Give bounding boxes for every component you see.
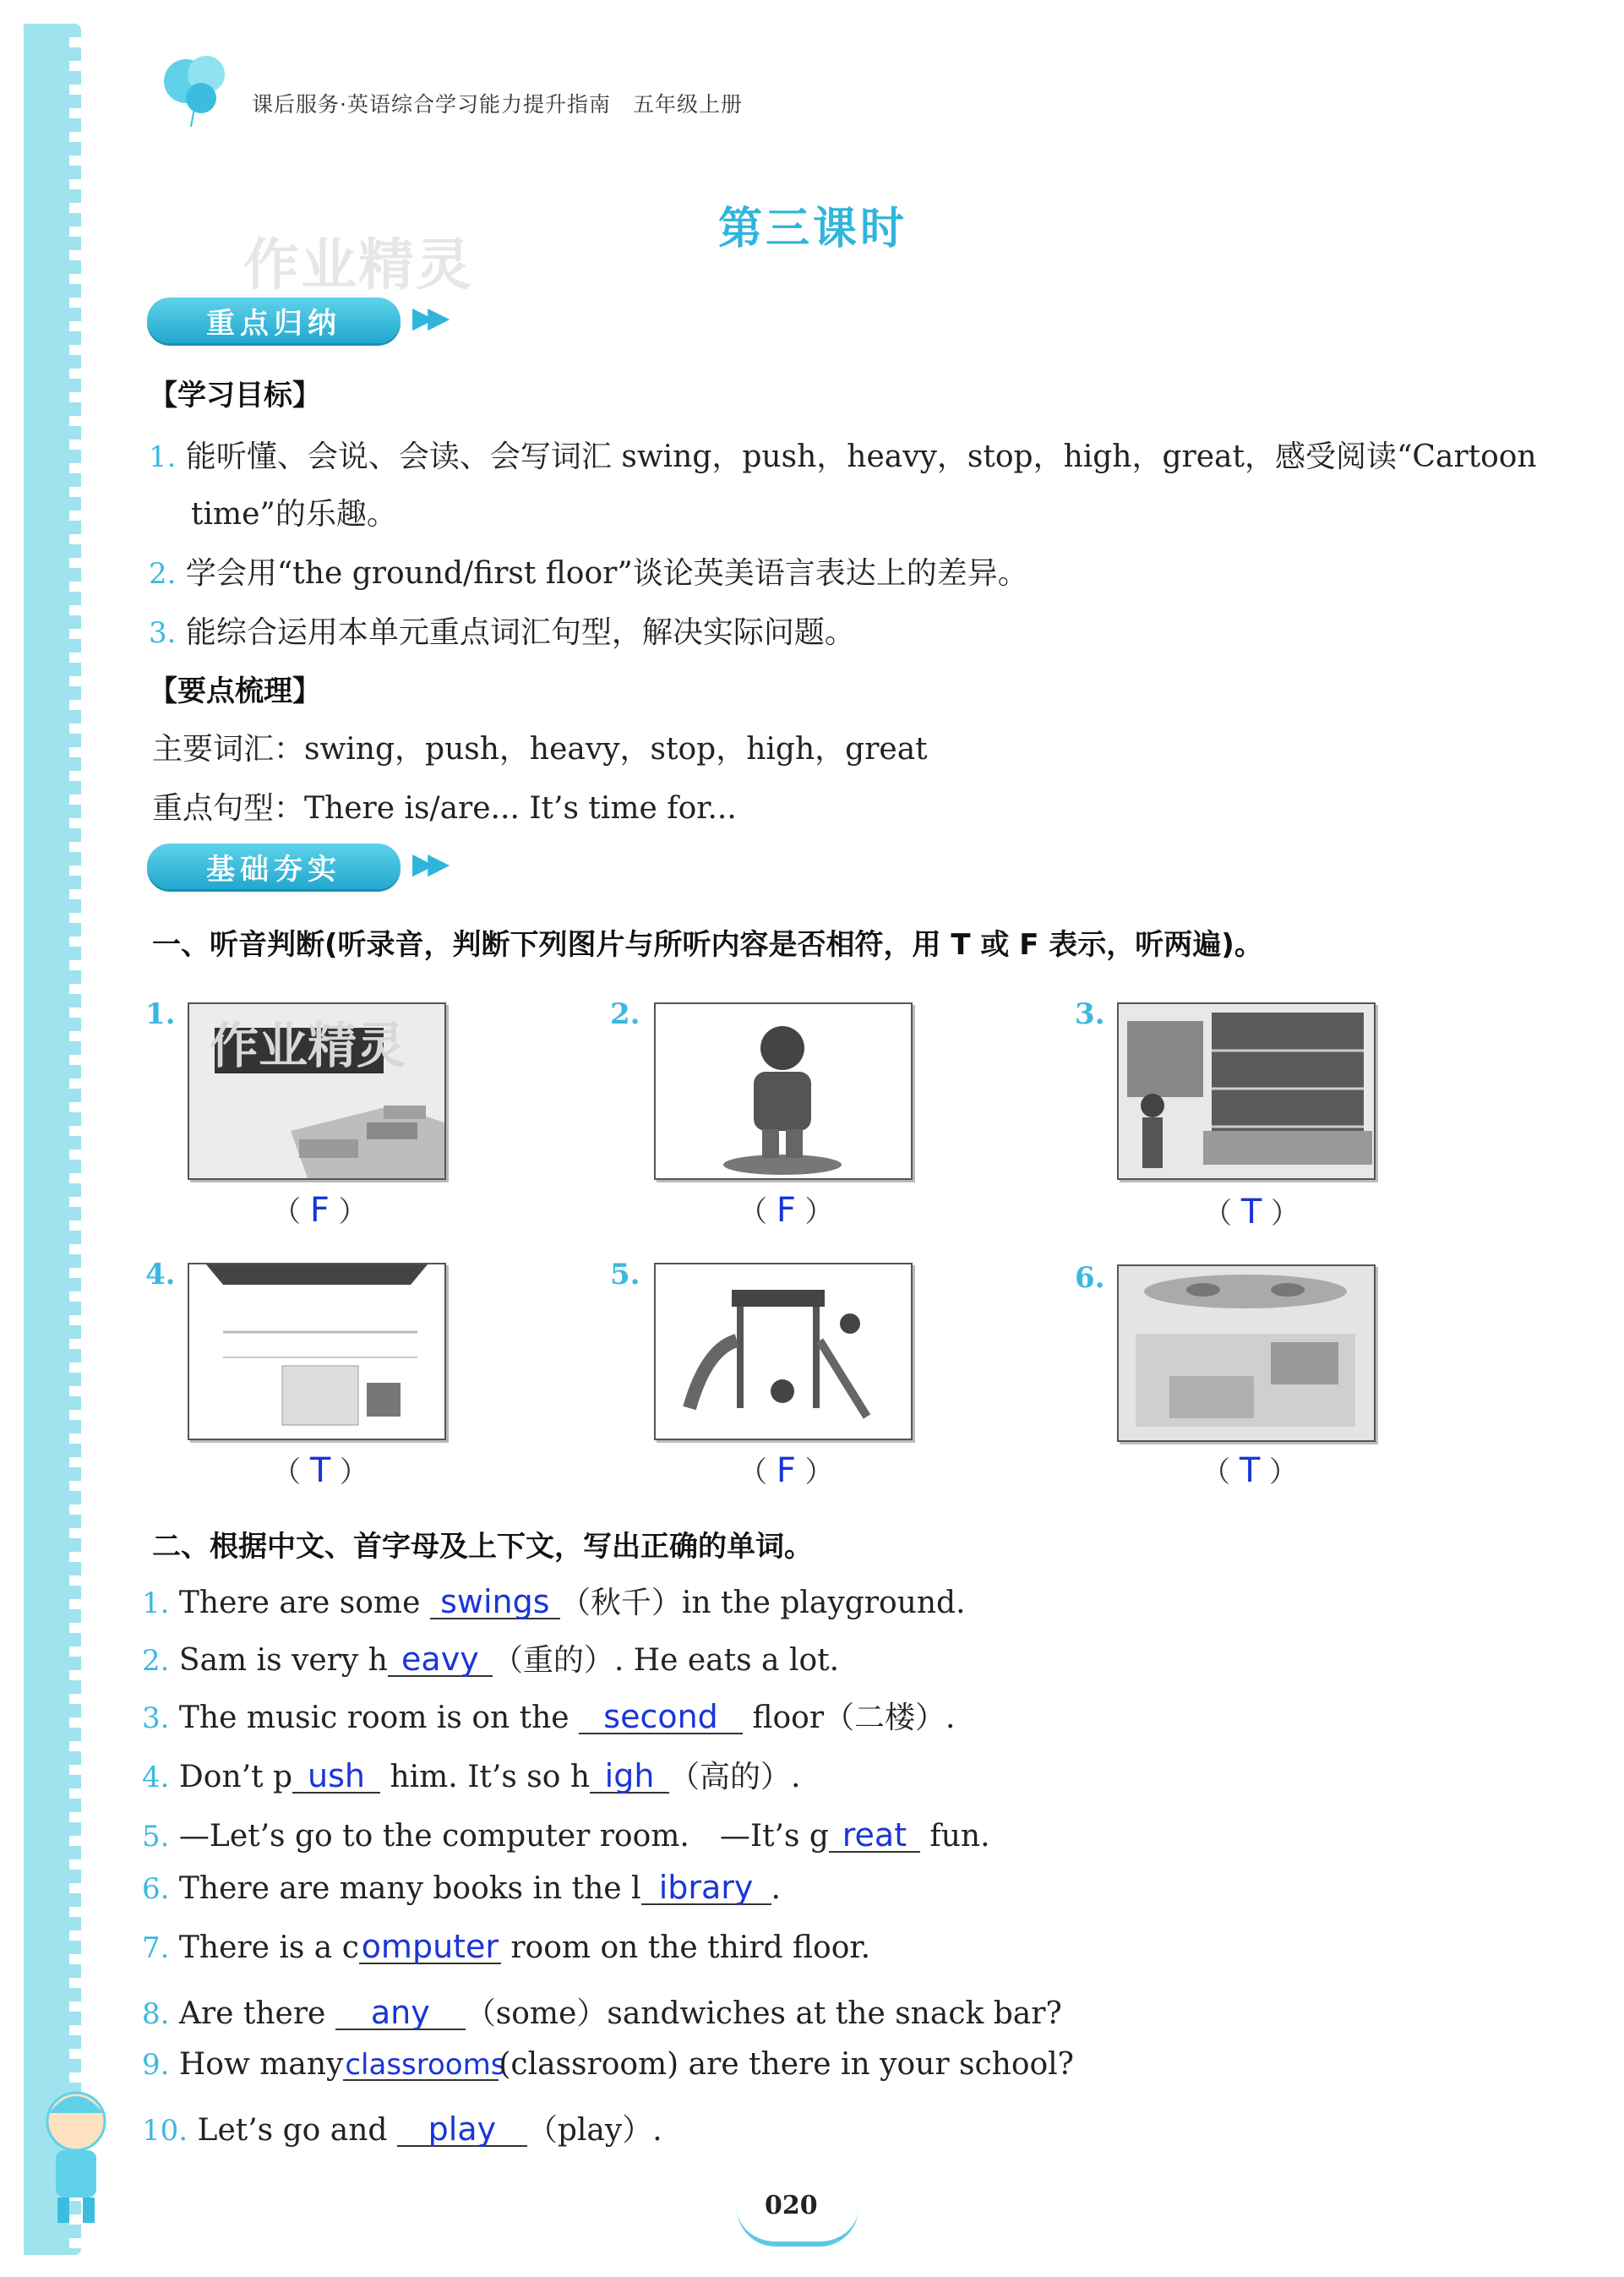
classroom-wall-icon — [189, 1264, 444, 1439]
picture-playground — [654, 1263, 913, 1440]
picture-classroom-wall — [188, 1263, 446, 1440]
fill-blank-item-9: 9. How manyclassrooms(classroom) are there in your school? — [142, 2047, 1074, 2082]
library-bookshelves-icon — [1119, 1004, 1374, 1178]
picture-library — [1117, 1002, 1376, 1180]
task2-instruction: 二、根据中文、首字母及上下文，写出正确的单词。 — [152, 1530, 813, 1564]
fill-blank-item-7: 7. There is a computer room on the third floor. — [142, 1928, 871, 1965]
picture-boy-on-scale — [654, 1002, 913, 1180]
fill-blank-item-3: 3. The music room is on the second floor（二楼）. — [142, 1698, 956, 1735]
boy-on-scale-icon — [656, 1004, 911, 1178]
page-title: 第三课时 — [718, 204, 908, 254]
pic-number: 4. — [145, 1258, 176, 1291]
goals-heading: 【学习目标】 — [149, 379, 321, 412]
answer-blank: any — [335, 1996, 466, 2030]
boy-mascot-icon — [25, 2079, 118, 2231]
arrow-right-icon: ▶▶ — [412, 847, 444, 881]
fill-blank-item-5: 5. —Let’s go to the computer room. —It’s g reat fun. — [142, 1816, 990, 1854]
answer-blank: reat — [829, 1819, 920, 1853]
answer-bracket-6: （ T ） — [1202, 1451, 1299, 1490]
section-tag-key-points: 重点归纳 — [147, 298, 401, 343]
header-text: 课后服务·英语综合学习能力提升指南 五年级上册 — [252, 92, 743, 117]
watermark: 作业精灵 — [243, 232, 473, 298]
answer-bracket-1: （ F ） — [272, 1191, 368, 1230]
answer-bracket-3: （ T ） — [1203, 1193, 1300, 1231]
section-tag-foundation: 基础夯实 — [147, 844, 401, 889]
playground-slide-icon — [656, 1264, 911, 1439]
vocab-line: 主要词汇：swing，push，heavy，stop，high，great — [152, 732, 928, 767]
fill-blank-item-6: 6. There are many books in the l ibrary . — [142, 1869, 781, 1906]
answer-blank: swings — [430, 1586, 560, 1619]
answer-blank: play — [397, 2113, 527, 2147]
answer-blank: classrooms — [345, 2048, 506, 2082]
arrow-right-icon: ▶▶ — [412, 301, 444, 335]
fill-blank-item-4: 4. Don’t p ush him. It’s so h igh （高的）. — [142, 1757, 801, 1794]
answer-blank: second — [579, 1701, 743, 1734]
hall-ceiling-icon — [1119, 1266, 1374, 1440]
answer-blank: igh — [590, 1760, 669, 1794]
goal-item-3: 3. 能综合运用本单元重点词汇句型，解决实际问题。 — [149, 615, 855, 650]
fill-blank-item-8: 8. Are there any （some）sandwiches at the snack bar? — [142, 1994, 1062, 2031]
goal-item-1: 1. 能听懂、会说、会读、会写词汇 swing，push，heavy，stop，high，great，感受阅读“Cartoon — [149, 440, 1537, 474]
pic-number: 2. — [610, 997, 640, 1031]
balloon-logo-icon — [157, 49, 238, 130]
pic-number: 3. — [1075, 997, 1105, 1031]
pic-number: 1. — [145, 997, 176, 1031]
answer-blank: omputer — [359, 1930, 501, 1964]
task1-instruction: 一、听音判断(听录音，判断下列图片与所听内容是否相符，用 T 或 F 表示，听两遍)。 — [152, 928, 1263, 962]
left-decorative-strip — [24, 24, 76, 2255]
picture-hall — [1117, 1264, 1376, 1442]
answer-blank: ush — [292, 1760, 380, 1794]
page-number: 020 — [765, 2191, 818, 2220]
left-strip-edge — [69, 24, 81, 2255]
fill-blank-item-10: 10. Let’s go and play （play）. — [142, 2110, 662, 2148]
answer-blank: ibrary — [641, 1871, 771, 1905]
sentence-line: 重点句型：There is/are... It’s time for... — [152, 791, 737, 826]
goal-item-2: 2. 学会用“the ground/first floor”谈论英美语言表达上的差异。 — [149, 556, 1028, 591]
fill-blank-item-1: 1. There are some swings （秋千）in the playground. — [142, 1583, 966, 1620]
summary-heading: 【要点梳理】 — [149, 674, 321, 708]
answer-bracket-5: （ F ） — [738, 1451, 834, 1490]
goal-item-1-cont: time”的乐趣。 — [191, 497, 397, 532]
pic-number: 6. — [1075, 1261, 1105, 1295]
fill-blank-item-2: 2. Sam is very h eavy （重的）. He eats a lot. — [142, 1641, 840, 1678]
pic-number: 5. — [610, 1258, 640, 1291]
answer-blank: eavy — [388, 1643, 493, 1677]
answer-bracket-2: （ F ） — [738, 1191, 834, 1230]
watermark: 作业精灵 — [210, 1017, 406, 1074]
answer-bracket-4: （ T ） — [272, 1451, 369, 1490]
